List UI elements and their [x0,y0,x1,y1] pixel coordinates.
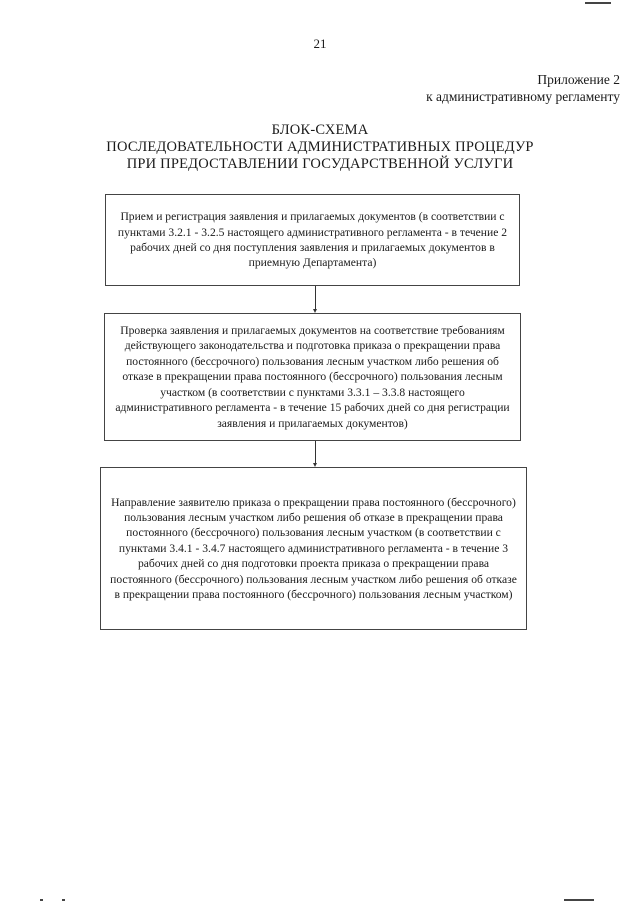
flow-connector-1 [315,286,316,310]
scan-mark-bottom-right [564,899,594,901]
scan-mark-bottom-left [40,899,43,901]
flow-step-2-text: Проверка заявления и прилагаемых документов на соответствие требованиям действующего законодательства и подготовка приказа о прекращении права постоянного (бессрочного) пользования лесным участком либо решения об отказе в прекращении права постоянного (бессрочного) пользования лесным участком (в соответствии с пунктами 3.3.1 – 3.3.8 настоящего административного регламента - в течение 15 рабочих дней со дня регистрации заявления и прилагаемых документов) [115,324,510,430]
flow-step-2-box [104,313,521,441]
document-title [0,122,640,173]
flow-step-3-box [100,467,527,630]
appendix-line-2: к административному регламенту [426,89,620,104]
title-line-1: БЛОК-СХЕМА [271,122,369,138]
appendix-note [426,71,620,105]
title-line-3: ПРИ ПРЕДОСТАВЛЕНИИ ГОСУДАРСТВЕННОЙ УСЛУГИ [126,156,514,172]
flow-step-1-box [105,194,520,286]
flow-step-1-text: Прием и регистрация заявления и прилагаемых документов (в соответствии с пунктами 3.2.1 - 3.2.5 настоящего административного регламента - в течение 2 рабочих дней со дня поступления заявления и прилагаемых документов в приемную Департамента) [117,210,508,270]
flow-connector-2 [315,441,316,463]
page-number: 21 [313,36,327,51]
scan-mark-bottom-left-2 [62,899,65,901]
scan-mark-top-right [585,2,611,4]
flow-step-3-text: Направление заявителю приказа о прекращении права постоянного (бессрочного) пользования лесным участком либо решения об отказе в прекращении права постоянного (бессрочного) пользования лесным участком (в соответствии с пунктами 3.4.1 - 3.4.7 настоящего административного регламента - в течение 3 рабочих дней со дня подготовки проекта приказа о прекращении права постоянного (бессрочного) пользования лесным участком либо решения об отказе в прекращении права постоянного (бессрочного) пользования лесным участком) [110,495,517,602]
appendix-line-1: Приложение 2 [537,72,620,87]
title-line-2: ПОСЛЕДОВАТЕЛЬНОСТИ АДМИНИСТРАТИВНЫХ ПРОЦЕДУР [106,139,534,155]
